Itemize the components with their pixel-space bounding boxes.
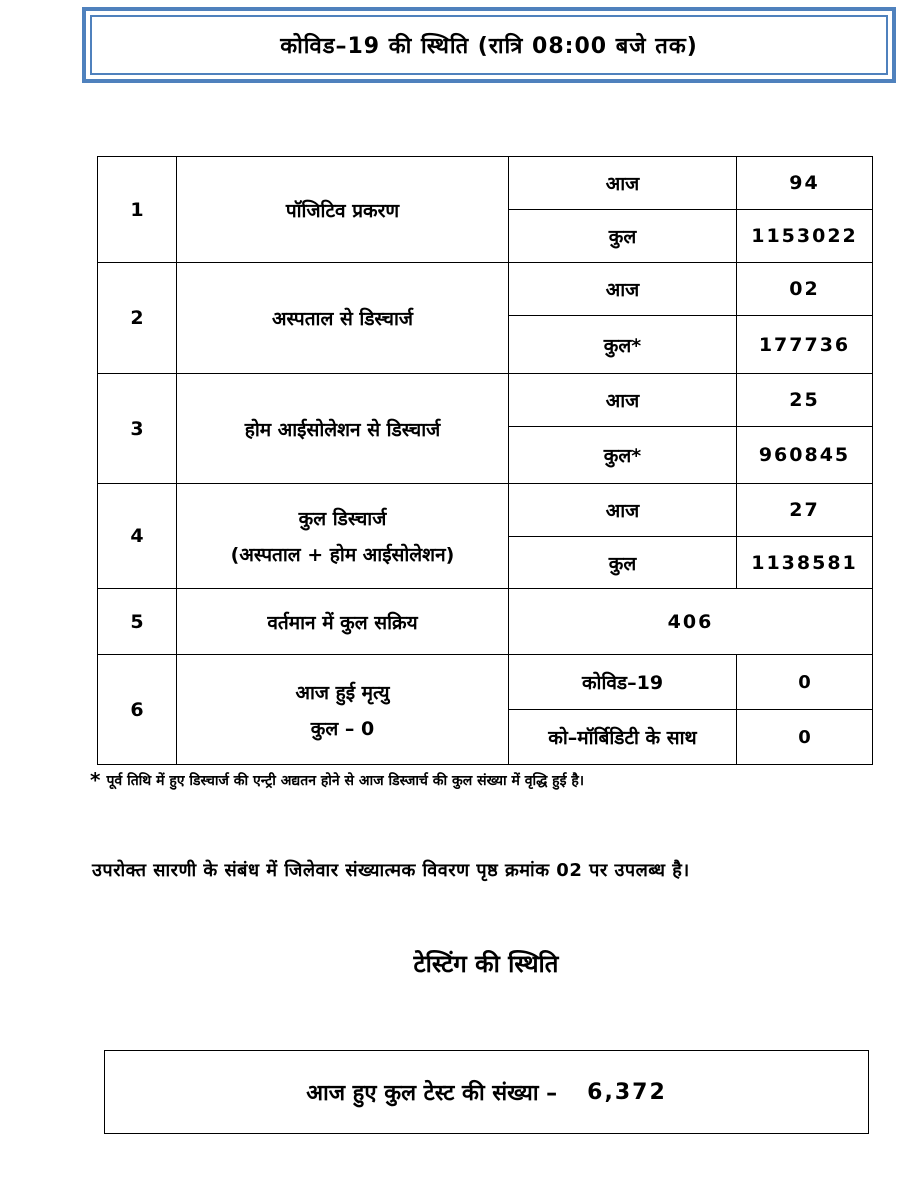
serial-number: 6	[98, 655, 177, 765]
serial-number: 4	[98, 484, 177, 589]
description-line-2: (अस्पताल + होम आईसोलेशन)	[230, 544, 455, 566]
sub-label: कुल*	[509, 427, 737, 484]
row-description: वर्तमान में कुल सक्रिय	[177, 589, 509, 655]
sub-value: 25	[737, 374, 873, 427]
sub-label: आज	[509, 157, 737, 210]
table-row	[98, 589, 873, 655]
sub-value: 177736	[737, 316, 873, 374]
sub-value: 0	[737, 710, 873, 765]
sub-label: आज	[509, 263, 737, 316]
row-description: होम आईसोलेशन से डिस्चार्ज	[177, 374, 509, 484]
sub-label: आज	[509, 484, 737, 537]
description-line-1: कुल डिस्चार्ज	[298, 508, 387, 530]
serial-number: 3	[98, 374, 177, 484]
table-row	[98, 263, 873, 316]
sub-label: आज	[509, 374, 737, 427]
sub-value: 94	[737, 157, 873, 210]
sub-label: कुल	[509, 537, 737, 589]
sub-value: 960845	[737, 427, 873, 484]
title-inner-border	[90, 15, 888, 75]
sub-value: 1138581	[737, 537, 873, 589]
serial-number: 2	[98, 263, 177, 374]
page-title: कोविड–19 की स्थिति (रात्रि 08:00 बजे तक)	[280, 34, 698, 59]
sub-value: 27	[737, 484, 873, 537]
test-count-value: 6,372	[587, 1079, 667, 1105]
description-line-1: आज हुई मृत्यु	[295, 681, 390, 704]
sub-value: 1153022	[737, 210, 873, 263]
serial-number: 1	[98, 157, 177, 263]
active-count: 406	[509, 589, 873, 655]
district-note: उपरोक्त सारणी के संबंध में जिलेवार संख्यात्मक विवरण पृष्ठ क्रमांक 02 पर उपलब्ध है।	[92, 860, 690, 881]
row-description	[177, 484, 509, 589]
sub-label: कुल	[509, 210, 737, 263]
sub-value: 0	[737, 655, 873, 710]
title-box	[82, 7, 896, 83]
table-row	[98, 484, 873, 537]
covid-status-table	[97, 156, 873, 765]
row-description: अस्पताल से डिस्चार्ज	[177, 263, 509, 374]
test-count-label: आज हुए कुल टेस्ट की संख्या –	[306, 1081, 558, 1106]
table-row	[98, 374, 873, 427]
footnote-text: पूर्व तिथि में हुए डिस्चार्ज की एन्ट्री अद्यतन होने से आज डिस्जार्च की कुल संख्या में वृद्धि हुई है।	[106, 773, 585, 789]
sub-label: को–मॉर्बिडिटी के साथ	[509, 710, 737, 765]
sub-label: कुल*	[509, 316, 737, 374]
sub-label: कोविड–19	[509, 655, 737, 710]
row-description: पॉजिटिव प्रकरण	[177, 157, 509, 263]
table-row	[98, 655, 873, 710]
footnote	[90, 768, 584, 792]
row-description	[177, 655, 509, 765]
table-row	[98, 157, 873, 210]
testing-heading: टेस्टिंग की स्थिति	[413, 950, 559, 978]
test-count-box	[104, 1050, 869, 1134]
footnote-star: *	[90, 768, 101, 792]
serial-number: 5	[98, 589, 177, 655]
description-line-2: कुल – 0	[310, 717, 375, 740]
sub-value: 02	[737, 263, 873, 316]
